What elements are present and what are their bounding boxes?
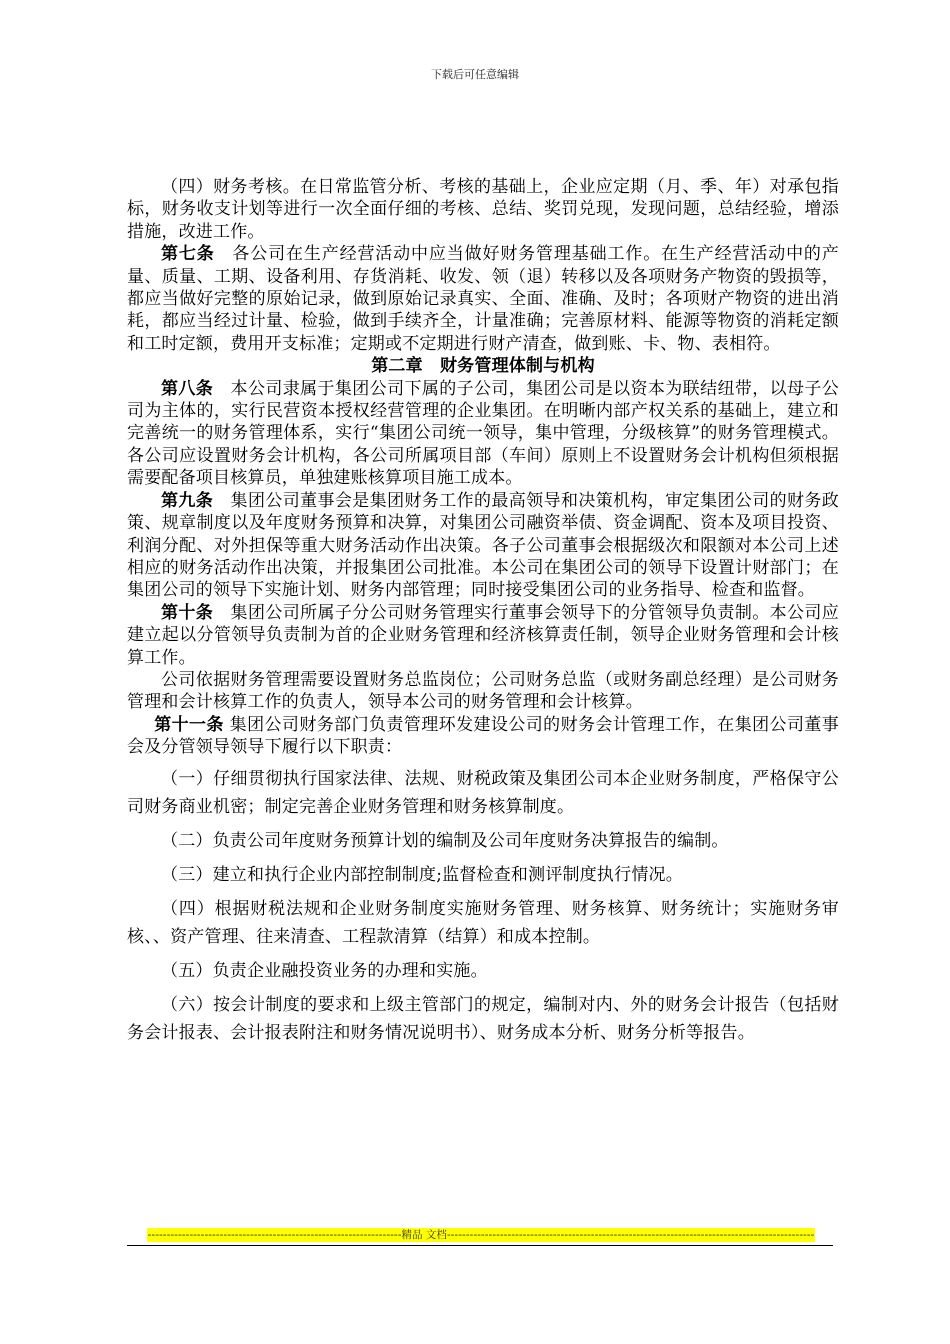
- article-8-text: 本公司隶属于集团公司下属的子公司，集团公司是以资本为联结纽带，以母子公司为主体的，实行民营资本授权经营管理的企业集团。在明晰内部产权关系的基础上，建立和完善统一的财务管理体系，实行“集团公司统一领导，集中管理，分级核算”的财务管理模式。各公司应设置财务会计机构，各公司所属项目部（车间）原则上不设置财务会计机构但须根据需要配备项目核算员，单独建账核算项目施工成本。: [127, 378, 839, 489]
- page-header: 下载后可任意编辑: [431, 68, 519, 81]
- paragraph-financial-assessment: （四）财务考核。在日常监管分析、考核的基础上，企业应定期（月、季、年）对承包指标，财务收支计划等进行一次全面仔细的考核、总结、奖罚兑现，发现问题，总结经验，增添措施，改进工作。: [127, 177, 839, 242]
- article-7: [127, 243, 839, 355]
- article-10-text: 集团公司所属子分公司财务管理实行董事会领导下的分管领导负责制。本公司应建立起以分管领导负责制为首的企业财务管理和经济核算责任制，领导企业财务管理和会计核算工作。: [127, 602, 839, 668]
- chapter-heading: 第二章 财务管理体制与机构: [371, 356, 595, 377]
- duty-item-2: （二）负责公司年度财务预算计划的编制及公司年度财务决算报告的编制。: [161, 830, 729, 851]
- duty-item-6: （六）按会计制度的要求和上级主管部门的规定，编制对内、外的财务会计报告（包括财务会计报表、会计报表附注和财务情况说明书）、财务成本分析、财务分析等报告。: [127, 994, 839, 1043]
- document-body: [127, 176, 839, 1047]
- duty-item-3: （三）建立和执行企业内部控制制度;监督检查和测评制度执行情况。: [161, 864, 683, 885]
- article-7-label: 第七条: [161, 244, 215, 265]
- duty-item-5: （五）负责企业融投资业务的办理和实施。: [161, 960, 488, 981]
- article-11: [127, 714, 839, 759]
- article-9-text: 集团公司董事会是集团财务工作的最高领导和决策机构，审定集团公司的财务政策、规章制度以及年度财务预算和决算，对集团公司融资举债、资金调配、资本及项目投资、利润分配、对外担保等重大财务活动作出决策。各子公司董事会根据级次和限额对本公司上述相应的财务活动作出决策，并报集团公司批准。本公司在集团公司的领导下设置计财部门；在集团公司的领导下实施计划、财务内部管理；同时接受集团公司的业务指导、检查和监督。: [127, 490, 839, 601]
- article-8-label: 第八条: [161, 378, 214, 399]
- footer-divider: [127, 1245, 833, 1246]
- paragraph-cfo: 公司依据财务管理需要设置财务总监岗位；公司财务总监（或财务副总经理）是公司财务管理和会计核算工作的负责人，领导本公司的财务管理和会计核算。: [127, 669, 839, 713]
- article-9: [127, 490, 839, 602]
- article-11-text: 集团公司财务部门负责管理环发建设公司的财务会计管理工作，在集团公司董事会及分管领导领导下履行以下职责：: [127, 714, 839, 758]
- article-10-label: 第十条: [161, 602, 214, 623]
- duty-item-1: （一）仔细贯彻执行国家法律、法规、财税政策及集团公司本企业财务制度，严格保守公司财务商业机密；制定完善企业财务管理和财务核算制度。: [127, 768, 839, 817]
- footer-banner: -------------------------------------------------------------------精品 文档-------------------------------------------------------------------------------------------------: [147, 1229, 815, 1241]
- article-11-label: 第十一条: [154, 714, 224, 735]
- duty-item-4: （四）根据财税法规和企业财务制度实施财务管理、财务核算、财务统计；实施财务审核、、资产管理、往来清查、工程款清算（结算）和成本控制。: [127, 898, 839, 947]
- article-9-label: 第九条: [161, 490, 214, 511]
- article-10: [127, 602, 839, 669]
- article-7-text: 各公司在生产经营活动中应当做好财务管理基础工作。在生产经营活动中的产量、质量、工期、设备利用、存货消耗、收发、领（退）转移以及各项财务产物资的毁损等，都应当做好完整的原始记录，做到原始记录真实、全面、准确、及时；各项财产物资的进出消耗，都应当经过计量、检验，做到手续齐全，计量准确；完善原材料、能源等物资的消耗定额和工时定额，费用开支标准；定期或不定期进行财产清查，做到账、卡、物、表相符。: [127, 244, 839, 354]
- article-8: [127, 378, 839, 490]
